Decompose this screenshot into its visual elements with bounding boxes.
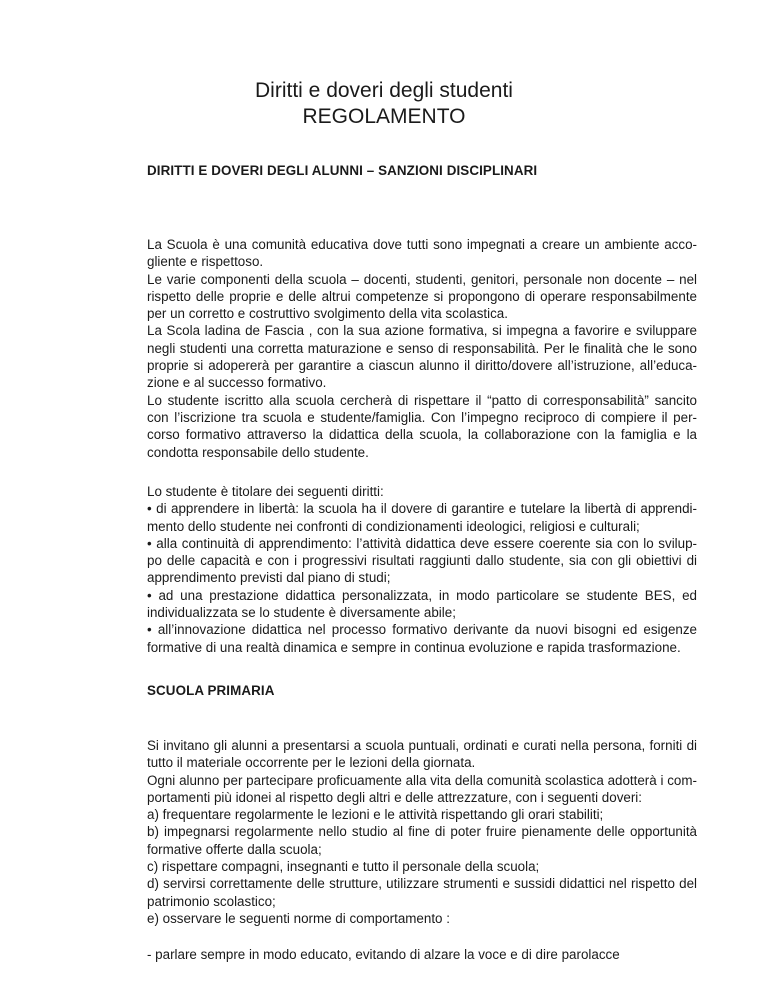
text-line: • alla continuità di apprendimento: l’attività didattica deve essere coerente sia con lo svilup- bbox=[147, 535, 697, 551]
text-line: Lo studente è titolare dei seguenti diritti: bbox=[147, 484, 384, 499]
text-line: portamenti più idonei al rispetto degli altri e delle attrezzature, con i seguenti doveri: bbox=[147, 789, 642, 805]
text-line: e) osservare le seguenti norme di comportamento : bbox=[147, 910, 450, 926]
text-line: rispetto delle proprie e delle altrui competenze si propongono di operare responsabilmente bbox=[147, 288, 697, 304]
text-line: proprie si adopererà per garantire a ciascun alunno il diritto/dovere all’istruzione, all’educa- bbox=[147, 358, 697, 374]
text-line: per un corretto e costruttivo svolgimento della vita scolastica. bbox=[147, 306, 508, 322]
text-line: formative di una realtà dinamica e sempre in continua evoluzione e rapida trasformazione. bbox=[147, 639, 681, 655]
text-line: corso formativo attraverso la didattica della scuola, la collaborazione con la famiglia e la bbox=[147, 427, 697, 443]
text-line: gliente e rispettoso. bbox=[147, 254, 264, 270]
text-line: La Scuola è una comunità educativa dove tutti sono impegnati a creare un ambiente acco- bbox=[147, 237, 697, 252]
text-line: negli studenti una corretta maturazione e senso di responsabilità. Per le finalità che le sono bbox=[147, 340, 697, 356]
text-line: • ad una prestazione didattica personalizzata, in modo particolare se studente BES, ed bbox=[147, 587, 697, 603]
text-line: po delle capacità e con i progressivi risultati raggiunti dallo studente, sia con gli obiettivi di bbox=[147, 553, 697, 569]
text-line: - parlare sempre in modo educato, evitando di alzare la voce e di dire parolacce bbox=[147, 947, 620, 962]
text-line: Ogni alunno per partecipare proficuamente alla vita della comunità scolastica adotterà i com- bbox=[147, 772, 697, 788]
document-title bbox=[0, 78, 768, 130]
text-line: condotta responsabile dello studente. bbox=[147, 444, 369, 460]
text-line: • all’innovazione didattica nel processo formativo derivante da nuovi bisogni ed esigenze bbox=[147, 622, 697, 638]
text-line: individualizzata se lo studente è diversamente abile; bbox=[147, 605, 456, 621]
behavior-rule-line bbox=[147, 946, 697, 963]
text-line: Lo studente iscritto alla scuola cercherà di rispettare il “patto di corresponsabilità” sancito bbox=[147, 392, 697, 408]
text-line: Le varie componenti della scuola – docenti, studenti, genitori, personale non docente – nel bbox=[147, 271, 697, 287]
rights-paragraph bbox=[147, 483, 697, 656]
text-line: formative offerte dalla scuola; bbox=[147, 841, 322, 857]
text-line: tutto il materiale occorrente per le lezioni della giornata. bbox=[147, 755, 476, 771]
primary-school-paragraph bbox=[147, 737, 697, 927]
title-line-1: Diritti e doveri degli studenti bbox=[255, 79, 513, 102]
text-line: c) rispettare compagni, insegnanti e tutto il personale della scuola; bbox=[147, 859, 540, 875]
section-heading-rights-duties: DIRITTI E DOVERI DEGLI ALUNNI – SANZIONI DISCIPLINARI bbox=[147, 163, 538, 178]
title-line-2: REGOLAMENTO bbox=[302, 105, 466, 128]
text-line: La Scola ladina de Fascia , con la sua azione formativa, si impegna a favorire e sviluppare bbox=[147, 323, 697, 339]
text-line: apprendimento previsti dal piano di studi; bbox=[147, 570, 391, 586]
text-line: con l’iscrizione tra scuola e studente/famiglia. Con l’impegno reciproco di compiere il per- bbox=[147, 409, 697, 425]
text-line: mento dello studente nei confronti di condizionamenti ideologici, religiosi e culturali; bbox=[147, 518, 640, 534]
text-line: Si invitano gli alunni a presentarsi a scuola puntuali, ordinati e curati nella persona, forniti di bbox=[147, 738, 697, 753]
text-line: d) servirsi correttamente delle strutture, utilizzare strumenti e sussidi didattici nel rispetto del bbox=[147, 876, 697, 892]
intro-paragraph bbox=[147, 236, 697, 461]
text-line: zione e al successo formativo. bbox=[147, 375, 327, 391]
text-line: b) impegnarsi regolarmente nello studio al fine di poter fruire pienamente delle opportunità bbox=[147, 824, 697, 840]
text-line: a) frequentare regolarmente le lezioni e le attività rispettando gli orari stabiliti; bbox=[147, 807, 604, 823]
text-line: patrimonio scolastico; bbox=[147, 893, 276, 909]
section-heading-primary-school: SCUOLA PRIMARIA bbox=[147, 683, 275, 698]
text-line: • di apprendere in libertà: la scuola ha il dovere di garantire e tutelare la libertà di apprendi- bbox=[147, 501, 697, 517]
